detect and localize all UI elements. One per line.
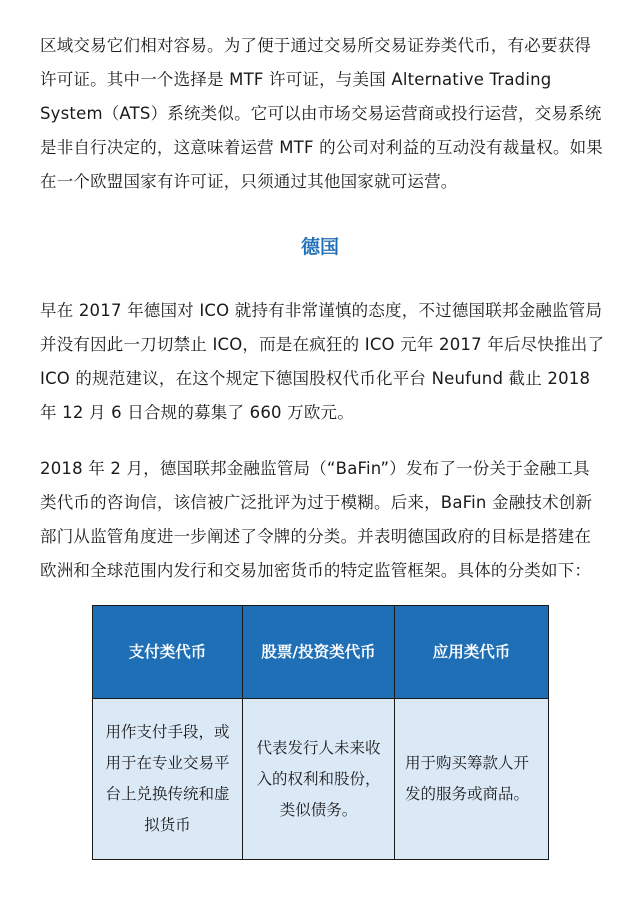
header-payment-tokens: 支付类代币 (93, 606, 243, 699)
germany-paragraph-2: 2018 年 2 月，德国联邦金融监管局（“BaFin”）发布了一份关于金融工具类代币的咨询信，该信被广泛批评为过于模糊。后来，BaFin 金融技术创新部门从监管角度进一步阐述了令牌的分类。并表明德国政府的目标是搭建在欧洲和全球范围内发行和交易加密货币的特定监管框架。具体的分类如下： (40, 459, 593, 580)
header-equity-investment-tokens: 股票/投资类代币 (243, 606, 395, 699)
header-utility-tokens: 应用类代币 (395, 606, 549, 699)
table-row (93, 699, 549, 860)
section-heading-germany: 德国 (300, 236, 339, 258)
germany-paragraph-1: 早在 2017 年德国对 ICO 就持有非常谨慎的态度，不过德国联邦金融监管局并没有因此一刀切禁止 ICO，而是在疯狂的 ICO 元年 2017 年后尽快推出了 ICO 的规范建议，在这个规定下德国股权代币化平台 Neufund 截止 2018 年 12 月 6 日合规的募集了 660 万欧元。 (40, 301, 605, 422)
cell-equity-investment-tokens: 代表发行人未来收入的权利和股份，类似债务。 (243, 699, 395, 860)
table-header-row (93, 606, 549, 699)
intro-paragraph: 区域交易它们相对容易。为了便于通过交易所交易证券类代币，有必要获得许可证。其中一个选择是 MTF 许可证，与美国 Alternative Trading System（ATS）系统类似。它可以由市场交易运营商或投行运营，交易系统是非自行决定的，这意味着运营 MTF 的公司对利益的互动没有裁量权。如果在一个欧盟国家有许可证，只须通过其他国家就可运营。 (40, 36, 603, 191)
token-classification-table (92, 605, 549, 860)
cell-payment-tokens: 用作支付手段，或用于在专业交易平台上兑换传统和虚拟货币 (93, 699, 243, 860)
cell-utility-tokens: 用于购买筹款人开发的服务或商品。 (395, 699, 549, 860)
